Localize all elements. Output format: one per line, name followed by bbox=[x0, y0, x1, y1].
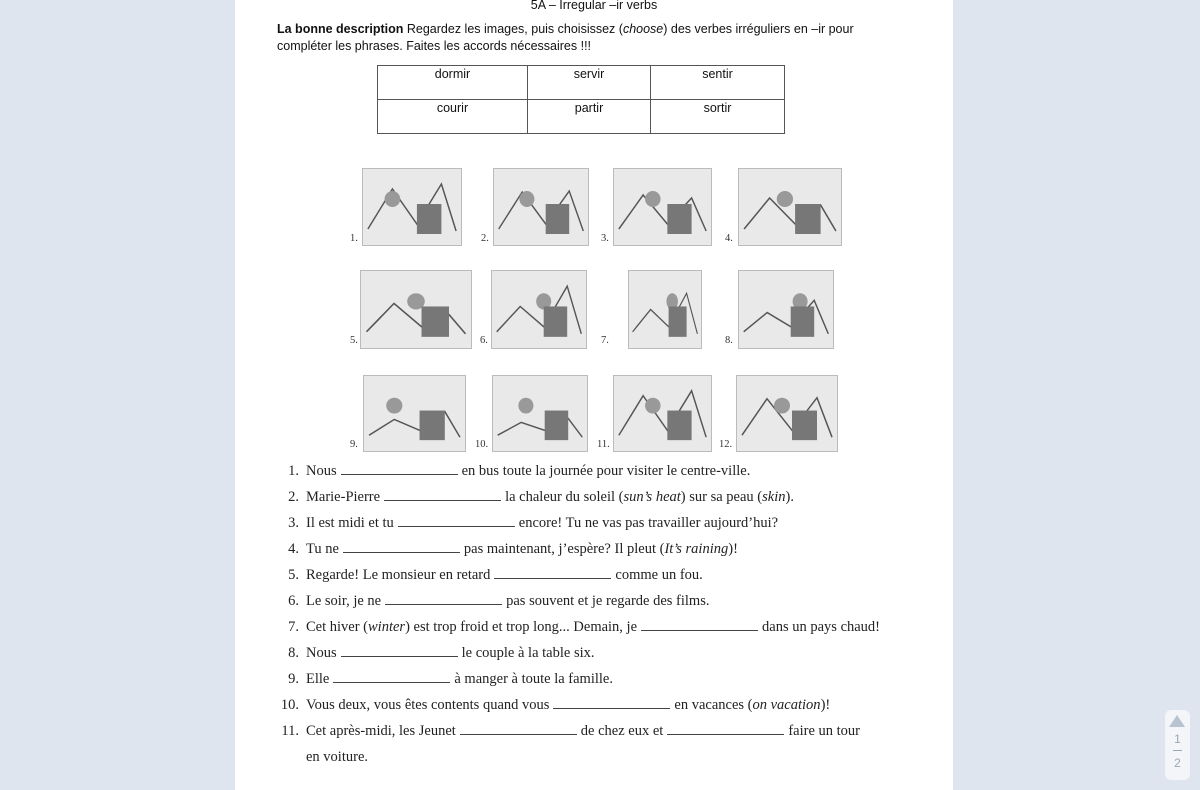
illustration-number: 3. bbox=[601, 233, 609, 244]
answer-blank[interactable] bbox=[384, 499, 501, 501]
text-segment: Cet après-midi, les Jeunet bbox=[306, 723, 456, 739]
instructions-italic: choose bbox=[622, 22, 664, 36]
answer-blank[interactable] bbox=[341, 473, 458, 475]
text-segment: de chez eux et bbox=[580, 723, 664, 739]
sentence-text bbox=[306, 593, 709, 610]
sentence-number: 2. bbox=[288, 489, 299, 505]
text-segment: pas souvent et je regarde des films. bbox=[506, 593, 710, 609]
text-segment: faire un tour bbox=[788, 723, 860, 739]
answer-blank[interactable] bbox=[494, 577, 611, 579]
sentence-number: 1. bbox=[288, 463, 299, 479]
answer-blank[interactable] bbox=[398, 525, 515, 527]
text-segment: Tu ne bbox=[306, 541, 339, 557]
verb-cell: partir bbox=[528, 100, 651, 134]
text-segment: )! bbox=[728, 541, 738, 557]
illustration-number: 6. bbox=[480, 335, 488, 346]
illustration-number: 4. bbox=[725, 233, 733, 244]
sentence-number: 10. bbox=[280, 697, 299, 713]
current-page: 1 bbox=[1174, 732, 1181, 746]
sentence-text bbox=[306, 515, 778, 532]
illustration-12 bbox=[736, 375, 838, 452]
italic-gloss: on vacation bbox=[752, 697, 821, 713]
text-segment: Le soir, je ne bbox=[306, 593, 382, 609]
illustration-number: 7. bbox=[601, 335, 609, 346]
illustration-6 bbox=[491, 270, 587, 349]
answer-blank[interactable] bbox=[385, 603, 502, 605]
sentence-number: 11. bbox=[281, 723, 299, 739]
sentence-text bbox=[306, 749, 368, 766]
text-segment: comme un fou. bbox=[615, 567, 703, 583]
sentence-text bbox=[306, 645, 595, 662]
sentence-text bbox=[306, 567, 703, 584]
illustration-7 bbox=[628, 270, 702, 349]
text-segment: pas maintenant, j’espère? Il pleut ( bbox=[463, 541, 665, 557]
answer-blank[interactable] bbox=[343, 551, 460, 553]
answer-blank[interactable] bbox=[553, 707, 670, 709]
text-segment: dans un pays chaud! bbox=[762, 619, 881, 635]
text-segment: Nous bbox=[306, 463, 337, 479]
verb-cell: sortir bbox=[651, 100, 785, 134]
illustration-number: 11. bbox=[597, 439, 610, 450]
text-segment: Vous deux, vous êtes contents quand vous bbox=[306, 697, 550, 713]
text-segment: Elle bbox=[306, 671, 330, 687]
answer-blank[interactable] bbox=[341, 655, 458, 657]
total-pages: 2 bbox=[1174, 756, 1181, 770]
illustration-10 bbox=[492, 375, 588, 452]
document-page bbox=[235, 0, 953, 790]
page-up-icon[interactable] bbox=[1169, 715, 1185, 727]
text-segment: )! bbox=[820, 697, 831, 713]
text-segment: à manger à toute la famille. bbox=[454, 671, 613, 687]
sentence-text bbox=[306, 619, 880, 636]
sentence-number: 3. bbox=[288, 515, 299, 531]
verb-cell: dormir bbox=[378, 66, 528, 100]
answer-blank[interactable] bbox=[460, 733, 577, 735]
text-segment: ) sur sa peau ( bbox=[680, 489, 763, 505]
illustration-8 bbox=[738, 270, 834, 349]
instructions-text: Regardez les images, puis choisissez ( bbox=[403, 22, 623, 36]
illustration-number: 9. bbox=[350, 439, 358, 450]
verb-cell: sentir bbox=[651, 66, 785, 100]
illustration-number: 12. bbox=[719, 439, 733, 450]
text-segment: en vacances ( bbox=[674, 697, 753, 713]
italic-gloss: winter bbox=[368, 619, 406, 635]
illustration-number: 10. bbox=[475, 439, 489, 450]
answer-blank[interactable] bbox=[333, 681, 450, 683]
sentence-text bbox=[306, 671, 613, 688]
sentence-number: 7. bbox=[288, 619, 299, 635]
page-navigator[interactable] bbox=[1165, 710, 1190, 780]
italic-gloss: skin bbox=[762, 489, 786, 505]
illustration-2 bbox=[493, 168, 589, 246]
sentence-number: 4. bbox=[288, 541, 299, 557]
verb-table bbox=[377, 65, 785, 134]
text-segment: Cet hiver ( bbox=[306, 619, 369, 635]
sentence-text bbox=[306, 723, 860, 740]
illustration-11 bbox=[613, 375, 712, 452]
text-segment: ). bbox=[785, 489, 794, 505]
sentence-number: 8. bbox=[288, 645, 299, 661]
text-segment: encore! Tu ne vas pas travailler aujourd’hui? bbox=[518, 515, 779, 531]
instructions-text: ) des verbes irréguliers en –ir pour compléter les phrases. Faites les accords nécessaires !!! bbox=[277, 22, 854, 53]
italic-gloss: sun’s heat bbox=[623, 489, 681, 505]
sentence-text bbox=[306, 489, 794, 506]
illustration-9 bbox=[363, 375, 466, 452]
page-divider bbox=[1173, 750, 1182, 751]
sentence-text bbox=[306, 697, 830, 714]
sentence-number: 6. bbox=[288, 593, 299, 609]
illustration-number: 1. bbox=[350, 233, 358, 244]
illustration-number: 8. bbox=[725, 335, 733, 346]
sentence-text bbox=[306, 463, 750, 480]
answer-blank[interactable] bbox=[667, 733, 784, 735]
sentence-number: 5. bbox=[288, 567, 299, 583]
illustration-5 bbox=[360, 270, 472, 349]
illustration-number: 5. bbox=[350, 335, 358, 346]
sentence-number: 9. bbox=[288, 671, 299, 687]
text-segment: ) est trop froid et trop long... Demain, je bbox=[405, 619, 638, 635]
text-segment: Il est midi et tu bbox=[306, 515, 394, 531]
instructions-heading: La bonne description bbox=[277, 22, 404, 36]
text-segment: en bus toute la journée pour visiter le centre-ville. bbox=[461, 463, 751, 479]
illustration-number: 2. bbox=[481, 233, 489, 244]
text-segment: Regarde! Le monsieur en retard bbox=[306, 567, 491, 583]
answer-blank[interactable] bbox=[641, 629, 758, 631]
text-segment: Marie-Pierre bbox=[306, 489, 381, 505]
illustration-1 bbox=[362, 168, 462, 246]
italic-gloss: It’s raining bbox=[664, 541, 729, 557]
text-segment: le couple à la table six. bbox=[461, 645, 595, 661]
verb-cell: servir bbox=[528, 66, 651, 100]
text-segment: en voiture. bbox=[306, 749, 369, 765]
verb-cell: courir bbox=[378, 100, 528, 134]
illustration-4 bbox=[738, 168, 842, 246]
text-segment: la chaleur du soleil ( bbox=[505, 489, 624, 505]
instructions bbox=[277, 21, 897, 55]
illustration-3 bbox=[613, 168, 712, 246]
text-segment: Nous bbox=[306, 645, 337, 661]
page-title: 5A – Irregular –ir verbs bbox=[530, 0, 658, 12]
sentence-text bbox=[306, 541, 738, 558]
